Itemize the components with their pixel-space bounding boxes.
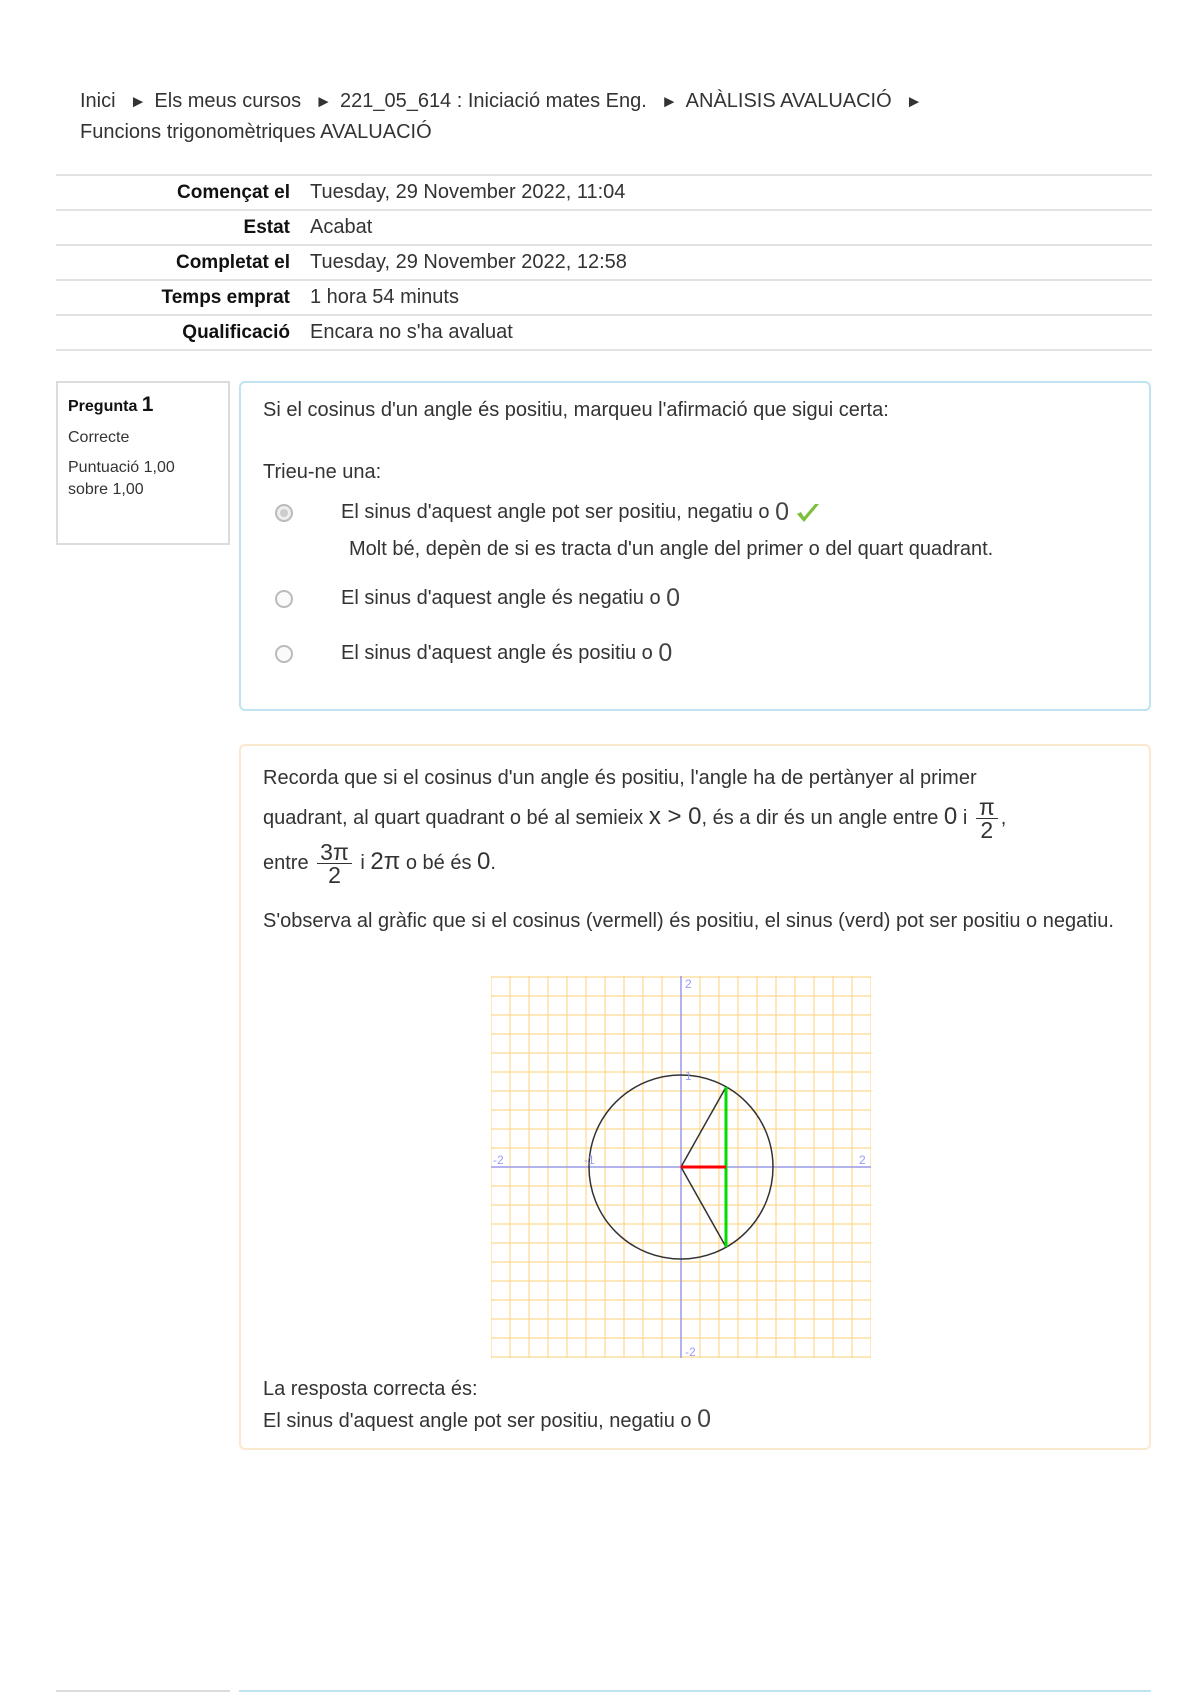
answer-option-3[interactable] xyxy=(275,639,672,668)
unit-circle-graph xyxy=(491,976,871,1358)
next-question-box-edge xyxy=(239,1690,1151,1692)
tick-label: 1 xyxy=(685,1069,692,1083)
general-feedback-box xyxy=(239,744,1151,1450)
check-icon xyxy=(795,501,821,525)
feedback-text: Recorda que si el cosinus d'un angle és positiu, l'angle ha de pertànyer al primer xyxy=(263,767,977,789)
breadcrumb-section[interactable]: ANÀLISIS AVALUACIÓ xyxy=(685,90,892,112)
option-feedback: Molt bé, depèn de si es tracta d'un angle del primer o del quart quadrant. xyxy=(349,538,994,560)
math-zero: 0 xyxy=(943,802,958,830)
tick-label: -2 xyxy=(685,1345,696,1358)
math-zero: 0 xyxy=(666,584,681,612)
question-text: Si el cosinus d'un angle és positiu, marqueu l'afirmació que sigui certa: xyxy=(263,399,889,421)
summary-row-time-taken xyxy=(56,280,1152,315)
radio-button[interactable] xyxy=(275,590,293,608)
summary-value: Encara no s'ha avaluat xyxy=(310,321,513,343)
summary-value: Acabat xyxy=(310,216,373,238)
breadcrumb-course[interactable]: 221_05_614 : Iniciació mates Eng. xyxy=(339,90,647,112)
question-label: Pregunta xyxy=(68,398,138,415)
summary-label: Completat el xyxy=(175,251,290,273)
breadcrumb-home[interactable]: Inici xyxy=(80,90,116,112)
question-number-value: 1 xyxy=(141,393,154,416)
summary-label: Qualificació xyxy=(182,321,290,343)
breadcrumb-quiz[interactable]: Funcions trigonomètriques AVALUACIÓ xyxy=(80,121,432,143)
question-state: Correcte xyxy=(68,429,130,446)
feedback-paragraph xyxy=(263,760,1123,886)
feedback-text: i xyxy=(962,806,968,829)
radio-button[interactable] xyxy=(275,645,293,663)
question-content-box xyxy=(239,381,1151,711)
breadcrumb-separator: ► xyxy=(315,92,332,111)
fraction-3pi-over-2 xyxy=(317,841,352,886)
summary-value: Tuesday, 29 November 2022, 12:58 xyxy=(310,251,627,273)
summary-row-grade xyxy=(56,315,1152,350)
correct-answer-text: El sinus d'aquest angle pot ser positiu, negatiu o xyxy=(263,1410,692,1432)
feedback-text: o bé és xyxy=(405,851,472,874)
radio-button-selected[interactable] xyxy=(275,504,293,522)
question-grade-line2: sobre 1,00 xyxy=(68,481,144,498)
feedback-text: , xyxy=(1000,806,1007,829)
question-info-panel xyxy=(56,381,230,545)
breadcrumb-my-courses[interactable]: Els meus cursos xyxy=(154,90,302,112)
fraction-denominator: 2 xyxy=(328,862,341,888)
next-question-info-edge xyxy=(56,1690,230,1692)
fraction-denominator: 2 xyxy=(980,817,994,843)
summary-label: Estat xyxy=(243,216,290,238)
math-zero: 0 xyxy=(477,847,491,875)
tick-label: -2 xyxy=(493,1153,504,1167)
math-zero: 0 xyxy=(697,1405,712,1433)
answer-prompt: Trieu-ne una: xyxy=(263,461,382,483)
answer-option-text: El sinus d'aquest angle és positiu o xyxy=(341,642,653,664)
summary-row-started xyxy=(56,175,1152,210)
question-number xyxy=(68,393,218,417)
summary-row-state xyxy=(56,210,1152,245)
fraction-pi-over-2 xyxy=(976,796,998,841)
summary-label: Temps emprat xyxy=(161,286,290,308)
tick-label: 2 xyxy=(685,977,692,991)
tick-label: -1 xyxy=(584,1153,595,1167)
summary-label: Començat el xyxy=(177,181,290,203)
breadcrumb xyxy=(80,86,1080,148)
tick-label: 2 xyxy=(859,1153,866,1167)
summary-value: 1 hora 54 minuts xyxy=(310,286,459,308)
breadcrumb-separator: ► xyxy=(660,92,678,111)
feedback-text: . xyxy=(490,851,496,874)
breadcrumb-separator: ► xyxy=(129,92,147,111)
summary-row-completed xyxy=(56,245,1152,280)
fraction-numerator: 3π xyxy=(317,841,352,864)
breadcrumb-separator: ► xyxy=(905,92,923,111)
answer-option-text: El sinus d'aquest angle és negatiu o xyxy=(341,587,661,609)
feedback-text: quadrant, al quart quadrant o bé al semieix xyxy=(263,806,644,829)
math-zero: 0 xyxy=(658,639,673,667)
fraction-numerator: π xyxy=(976,796,998,819)
answer-option-text: El sinus d'aquest angle pot ser positiu, negatiu o xyxy=(341,501,770,523)
feedback-text: entre xyxy=(263,851,309,874)
math-2pi: 2π xyxy=(370,847,401,875)
question-grade-line1: Puntuació 1,00 xyxy=(68,459,175,476)
feedback-text: i xyxy=(360,851,365,874)
correct-answer xyxy=(263,1374,711,1436)
feedback-text: , és a dir és un angle entre xyxy=(701,806,939,829)
correct-answer-label: La resposta correcta és: xyxy=(263,1378,478,1400)
answer-option-2[interactable] xyxy=(275,584,680,613)
graph-explanation: S'observa al gràfic que si el cosinus (vermell) és positiu, el sinus (verd) pot ser positiu o negatiu. xyxy=(263,910,1114,932)
math-zero: 0 xyxy=(775,498,790,526)
answer-option-1[interactable] xyxy=(275,498,821,527)
attempt-summary-table xyxy=(56,174,1152,351)
summary-value: Tuesday, 29 November 2022, 11:04 xyxy=(310,181,626,203)
math-inequality: x > 0 xyxy=(648,802,702,830)
